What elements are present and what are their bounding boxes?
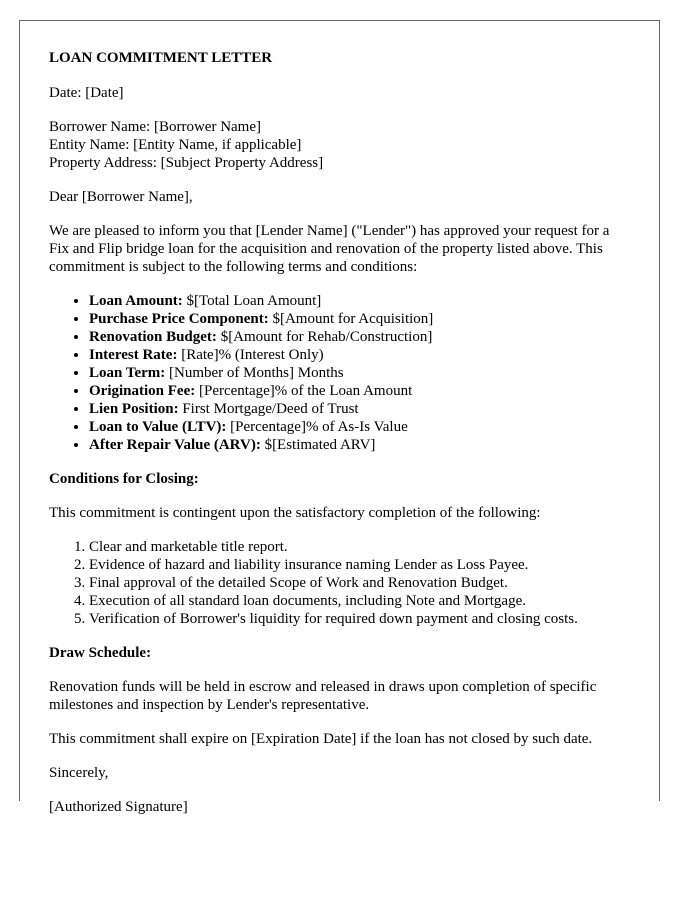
letter-title: LOAN COMMITMENT LETTER — [49, 50, 273, 66]
term-value: [Percentage]% of the Loan Amount — [195, 383, 413, 399]
condition-item: 3. Final approval of the detailed Scope of Work and Renovation Budget. — [89, 574, 630, 592]
term-label: Interest Rate: — [89, 347, 178, 363]
signature-line: [Authorized Signature] — [49, 799, 188, 815]
term-label: Origination Fee: — [89, 383, 196, 399]
term-label: Renovation Budget: — [89, 329, 217, 345]
term-label: Lien Position: — [89, 401, 179, 417]
loan-terms-list — [49, 292, 630, 454]
term-item — [89, 292, 630, 310]
closing-conditions-list — [49, 538, 630, 628]
term-label: After Repair Value (ARV): — [89, 437, 261, 453]
term-value: [Rate]% (Interest Only) — [177, 347, 324, 363]
date-line: Date: [Date] — [49, 85, 124, 101]
term-item — [89, 328, 630, 346]
term-label: Loan Amount: — [89, 293, 183, 309]
term-item — [89, 400, 630, 418]
term-item — [89, 364, 630, 382]
term-item — [89, 382, 630, 400]
conditions-intro: This commitment is contingent upon the satisfactory completion of the following: — [49, 505, 541, 521]
letter-page — [19, 20, 660, 815]
term-label: Purchase Price Component: — [89, 311, 269, 327]
entity-name-line: Entity Name: [Entity Name, if applicable] — [49, 137, 302, 153]
condition-item: 5. Verification of Borrower's liquidity for required down payment and closing costs. — [89, 610, 630, 628]
term-label: Loan to Value (LTV): — [89, 419, 227, 435]
term-value: $[Estimated ARV] — [260, 437, 376, 453]
expiry-paragraph: This commitment shall expire on [Expiration Date] if the loan has not closed by such date. — [49, 731, 593, 747]
closing-line: Sincerely, — [49, 765, 109, 781]
term-item — [89, 418, 630, 436]
term-value: [Number of Months] Months — [165, 365, 344, 381]
term-item — [89, 310, 630, 328]
salutation: Dear [Borrower Name], — [49, 189, 193, 205]
intro-paragraph: We are pleased to inform you that [Lender Name] ("Lender") has approved your request for a Fix and Flip bridge loan for the acquisition and renovation of the property listed above. This commitment is subject to the following terms and conditions: — [49, 223, 610, 275]
term-item — [89, 436, 630, 454]
borrower-name-line: Borrower Name: [Borrower Name] — [49, 119, 261, 135]
term-item — [89, 346, 630, 364]
draw-schedule-paragraph: Renovation funds will be held in escrow and released in draws upon completion of specific milestones and inspection by Lender's representative. — [49, 679, 597, 713]
term-value: $[Amount for Rehab/Construction] — [216, 329, 433, 345]
term-label: Loan Term: — [89, 365, 166, 381]
term-value: $[Amount for Acquisition] — [268, 311, 434, 327]
condition-item: 2. Evidence of hazard and liability insurance naming Lender as Loss Payee. — [89, 556, 630, 574]
property-address-line: Property Address: [Subject Property Address] — [49, 155, 324, 171]
term-value: $[Total Loan Amount] — [182, 293, 322, 309]
condition-item: 1. Clear and marketable title report. — [89, 538, 630, 556]
conditions-heading: Conditions for Closing: — [49, 471, 199, 487]
condition-item: 4. Execution of all standard loan documents, including Note and Mortgage. — [89, 592, 630, 610]
recipient-block — [49, 118, 630, 172]
draw-schedule-heading: Draw Schedule: — [49, 645, 152, 661]
term-value: First Mortgage/Deed of Trust — [178, 401, 359, 417]
term-value: [Percentage]% of As-Is Value — [226, 419, 408, 435]
